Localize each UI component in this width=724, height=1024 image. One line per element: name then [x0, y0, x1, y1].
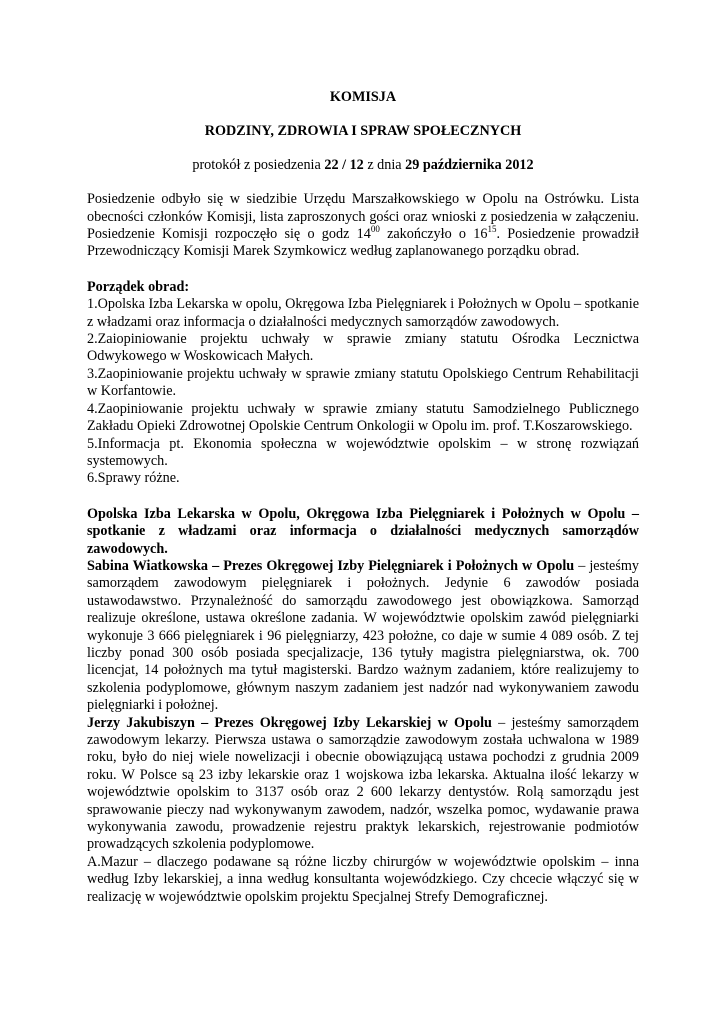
- end-time-minutes: 15: [487, 224, 497, 235]
- agenda-item: 2.Zaiopiniowanie projektu uchwały w sprawie zmiany statutu Ośrodka Lecznictwa Odwykowego w Woskowicach Małych.: [87, 331, 639, 365]
- question-paragraph: A.Mazur – dlaczego podawane są różne liczby chirurgów w województwie opolskim – inna według Izby lekarskiej, a inna według konsultanta wojewódzkiego. Czy chcecie włączyć się w realizację w województwie opolskim projektu Specjalnej Strefy Demograficznej.: [87, 853, 639, 905]
- speaker-statement: [87, 558, 639, 715]
- agenda-item: 6.Sprawy różne.: [87, 470, 180, 487]
- protocol-line: [87, 157, 639, 174]
- intro-text-1: Posiedzenie odbyło się w siedzibie Urzędu Marszałkowskiego w Opolu na Ostrówku. Lista obecności członków Komisji, lista zaproszonych gości oraz wnioski z posiedzenia w załączeniu. Posiedzenie Komisji rozpoczęło się o godz 14: [87, 191, 639, 243]
- agenda-heading: Porządek obrad:: [87, 278, 190, 295]
- protocol-date: 29 października 2012: [405, 156, 534, 173]
- speaker-statement: [87, 715, 639, 854]
- protocol-number: 22 / 12: [324, 156, 364, 173]
- committee-name: RODZINY, ZDROWIA I SPRAW SPOŁECZNYCH: [204, 123, 522, 140]
- document-page: [87, 83, 639, 906]
- protocol-prefix: protokół z posiedzenia: [192, 156, 325, 173]
- agenda-item: 5.Informacja pt. Ekonomia społeczna w województwie opolskim – w stronę rozwiązań systemowych.: [87, 435, 639, 469]
- speaker-name: Jerzy Jakubiszyn – Prezes Okręgowej Izby Lekarskiej w Opolu: [87, 714, 492, 731]
- speaker-name: Sabina Wiatkowska – Prezes Okręgowej Izby Pielęgniarek i Położnych w Opolu: [87, 557, 575, 574]
- section-heading: Opolska Izba Lekarska w Opolu, Okręgowa Izba Pielęgniarek i Położnych w Opolu – spotkanie z władzami oraz informacja o działalności medycznych samorządów zawodowych.: [87, 505, 639, 557]
- speaker-text: – jesteśmy samorządem zawodowym lekarzy. Pierwsza ustawa o samorządzie zawodowym została uchwalona w 1989 roku, było do niej wiele nowelizacji i obecnie obowiązującą ustawa pochodzi z grudnia 2009 roku. W Polsce są 23 izby lekarskie oraz 1 wojskowa izba lekarska. Aktualna ilość lekarzy w województwie opolskim to 3137 osób oraz 2 600 lekarzy dentystów. Rolą samorządu jest sprawowanie pieczy nad wykonywanym zawodem, nadzór, wszelka pomoc, wydawanie prawa wykonywania zawodu, prowadzenie rejestru praktyk lekarskich, rejestrowanie podmiotów prowadzących szkolenia podyplomowe.: [87, 714, 640, 853]
- intro-text-3: . Posiedzenie prowadził Przewodniczący Komisji Marek Szymkowicz według zaplanowanego porządku obrad.: [87, 226, 639, 260]
- agenda-item: 3.Zaopiniowanie projektu uchwały w sprawie zmiany statutu Opolskiego Centrum Rehabilitacji w Korfantowie.: [87, 365, 639, 400]
- protocol-mid: z dnia: [363, 156, 406, 173]
- intro-paragraph: [87, 191, 639, 261]
- speaker-text: – jesteśmy samorządem zawodowym pielęgniarek i położnych. Jedynie 6 zawodów posiada ustawodawstwo. Przynależność do samorządu zawodowego jest obowiązkowa. Samorząd realizuje określone, ustawa określone zadania. W województwie opolskim zawód pielęgniarki wykonuje 3 666 pielęgniarek i 96 pielęgniarzy, 423 położne, co daje w sumie 4 089 osób. Z tej liczby ponad 300 osób posiada specjalizacje, 136 tytuły magistra pielęgniarstwa, ok. 700 licencjat, 14 położnych ma tytuł magisterski. Bardzo ważnym zadaniem, które realizujemy to szkolenia podyplomowe, głównym naszym zadaniem jest nadzór nad wykonywaniem zawodu pielęgniarki i położnej.: [87, 557, 639, 714]
- start-time-minutes: 00: [370, 224, 380, 235]
- document-title: KOMISJA: [329, 89, 397, 105]
- agenda-item: 1.Opolska Izba Lekarska w opolu, Okręgowa Izba Pielęgniarek i Położnych w Opolu – spotkanie z władzami oraz informacja o działalności medycznych samorządów zawodowych.: [87, 296, 639, 330]
- intro-text-2: zakończyło o 16: [379, 226, 488, 243]
- agenda-item: 4.Zaopiniowanie projektu uchwały w sprawie zmiany statutu Samodzielnego Publicznego Zakładu Opieki Zdrowotnej Opolskie Centrum Onkologii w Opolu im. prof. T.Koszarowskiego.: [87, 400, 639, 435]
